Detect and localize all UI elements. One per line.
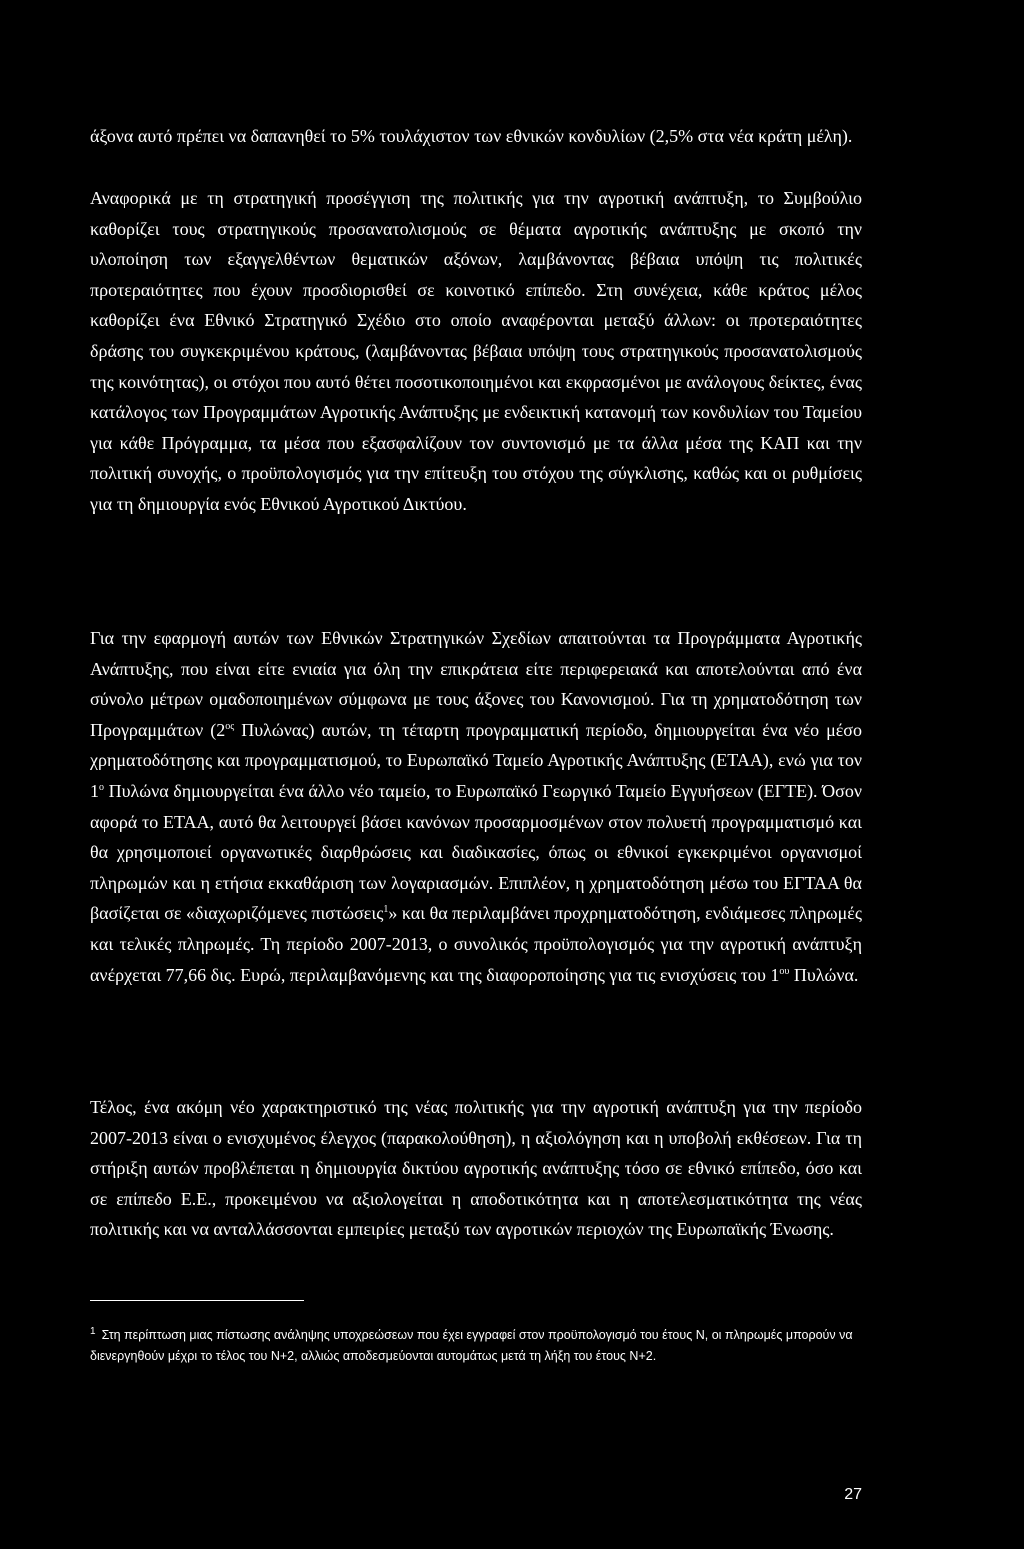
paragraph-text: άξονα αυτό πρέπει να δαπανηθεί το 5% τουλάχιστον των εθνικών κονδυλίων (2,5% στα νέα κράτη μέλη). (90, 126, 853, 146)
paragraph-text: Αναφορικά με τη στρατηγική προσέγγιση της πολιτικής για την αγροτική ανάπτυξη, το Συμβούλιο καθορίζει τους στρατηγικούς προσανατολισμούς σε θέματα αγροτικής ανάπτυξης με σκοπό την υλοποίηση των εξαγγελθέντων θεματικών αξόνων, λαμβάνοντας βέβαια υπόψη τις πολιτικές προτεραιότητες που έχουν προσδιορισθεί σε κοινοτικό επίπεδο. Στη συνέχεια, κάθε κράτος μέλος καθορίζει ένα Εθνικό Στρατηγικό Σχέδιο στο οποίο αναφέρονται μεταξύ άλλων: οι προτεραιότητες δράσης του συγκεκριμένου κράτους, (λαμβάνοντας βέβαια υπόψη τους στρατηγικούς προσανατολισμούς της κοινότητας), οι στόχοι που αυτό θέτει ποσοτικοποιημένοι και εκφρασμένοι με ανάλογους δείκτες, ένας κατάλογος των Προγραμμάτων Αγροτικής Ανάπτυξης με ενδεικτική κατανομή των κονδυλίων του Ταμείου για κάθε Πρόγραμμα, τα μέσα που εξασφαλίζουν τον συντονισμό με τα άλλα μέσα της ΚΑΠ και την πολιτική συνοχής, ο προϋπολογισμός για την επίτευξη του στόχου της σύγκλισης, καθώς και οι ρυθμίσεις για τη δημιουργία ενός Εθνικού Αγροτικού Δικτύου. (90, 188, 862, 514)
superscript-ordinal: ου (779, 965, 790, 977)
text-run: Πυλώνα δημιουργείται ένα άλλο νέο ταμείο, το Ευρωπαϊκό Γεωργικό Ταμείο Εγγυήσεων (ΕΓΤΕ). Όσον αφορά το ΕΤΑΑ, αυτό θα λειτουργεί βάσει κανόνων προσαρμοσμένων στον πολυετή προγραμματισμό και θα χρησιμοποιεί οργανωτικές διαρθρώσεις και διαδικασίες, όπως οι εθνικοί εγκεκριμένοι οργανισμοί πληρωμών και η ετήσια εκκαθάριση των λογαριασμών. Επιπλέον, η χρηματοδότηση μέσω του ΕΓΤΑΑ θα βασίζεται σε «διαχωριζόμενες πιστώσεις (90, 780, 862, 924)
paragraph-intro-continuation (90, 121, 862, 152)
footnote-mark: 1 (90, 1325, 96, 1337)
superscript-ordinal: ο (99, 781, 104, 793)
text-run: Πυλώνας) αυτών, τη τέταρτη προγραμματική περίοδο, δημιουργείται ένα νέο μέσο χρηματοδότησης και προγραμματισμού, το Ευρωπαϊκό Ταμείο Αγροτικής Ανάπτυξης (ΕΤΑΑ), ενώ για τον 1 (90, 719, 862, 801)
paragraph-rural-development-programs (90, 623, 862, 990)
footnote-text: Στη περίπτωση μιας πίστωσης ανάληψης υποχρεώσεων που έχει εγγραφεί στον προϋπολογισμό του έτους Ν, οι πληρωμές μπορούν να διενεργηθούν μέχρι το τέλος του Ν+2, αλλιώς αποδεσμεύονται αυτομάτως μετά τη λήξη του έτους Ν+2. (90, 1328, 853, 1363)
paragraph-monitoring-evaluation (90, 1092, 862, 1245)
footnote (90, 1325, 862, 1367)
footnote-reference: 1 (383, 904, 389, 916)
text-run: Για την εφαρμογή αυτών των Εθνικών Στρατηγικών Σχεδίων απαιτούνται τα Προγράμματα Αγροτικής Ανάπτυξης, που είναι είτε ενιαία για όλη την επικράτεια είτε περιφερειακά και αποτελούνται από ένα σύνολο μέτρων ομαδοποιημένων σύμφωνα με τους άξονες του Κανονισμού. Για τη χρηματοδότηση των Προγραμμάτων (2 (90, 628, 862, 740)
paragraph-text: Τέλος, ένα ακόμη νέο χαρακτηριστικό της νέας πολιτικής για την αγροτική ανάπτυξη για την περίοδο 2007-2013 είναι ο ενισχυμένος έλεγχος (παρακολούθηση), η αξιολόγηση και η υποβολή εκθέσεων. Για τη στήριξη αυτών προβλέπεται η δημιουργία δικτύου αγροτικής ανάπτυξης τόσο σε εθνικό επίπεδο, όσο και σε επίπεδο Ε.Ε., προκειμένου να αξιολογείται η αποδοτικότητα και η αποτελεσματικότητα της νέας πολιτικής και να ανταλλάσσονται εμπειρίες μεταξύ των αγροτικών περιοχών της Ευρωπαϊκής Ένωσης. (90, 1097, 862, 1240)
paragraph-strategic-approach (90, 183, 862, 520)
superscript-ordinal: ος (225, 720, 235, 732)
text-run: » και θα περιλαμβάνει προχρηματοδότηση, ενδιάμεσες πληρωμές και τελικές πληρωμές. Τη περίοδο 2007-2013, ο συνολικός προϋπολογισμός για την αγροτική ανάπτυξη ανέρχεται 77,66 δις. Ευρώ, περιλαμβανόμενης και της διαφοροποίησης για τις ενισχύσεις του 1 (90, 903, 862, 985)
page-number: 27 (844, 1486, 862, 1503)
text-run: Πυλώνα. (789, 964, 859, 985)
footnote-separator (90, 1300, 304, 1301)
paragraph-text (90, 623, 862, 990)
